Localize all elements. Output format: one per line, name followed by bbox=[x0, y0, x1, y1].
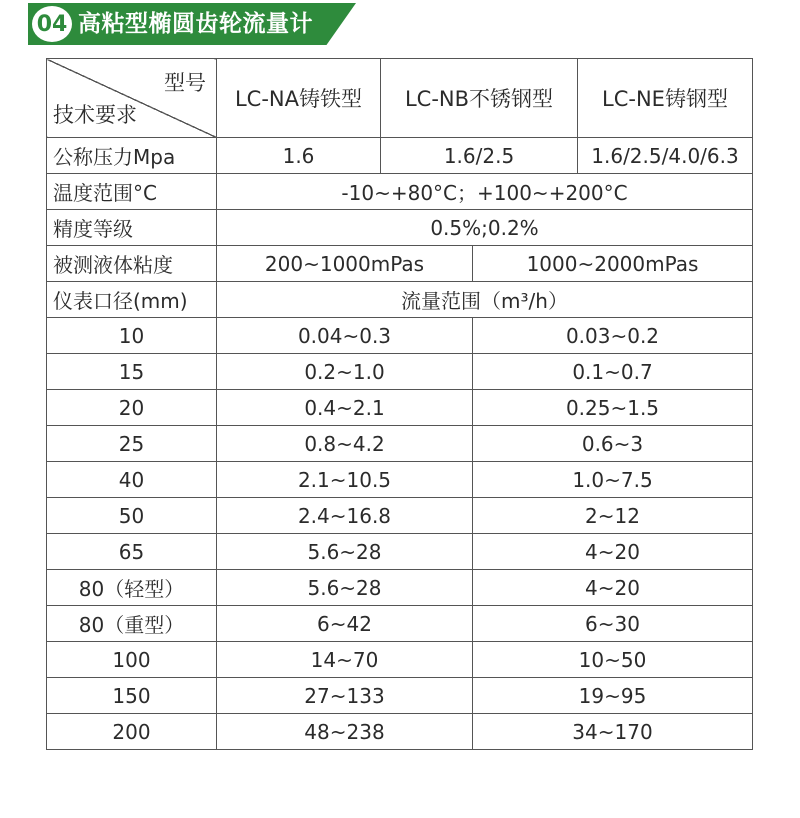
table-row bbox=[47, 498, 753, 534]
section-number-badge: 04 bbox=[32, 6, 72, 42]
size-cell: 20 bbox=[47, 390, 217, 426]
size-cell: 100 bbox=[47, 642, 217, 678]
size-cell: 200 bbox=[47, 714, 217, 750]
flow-high-cell: 4~20 bbox=[473, 534, 753, 570]
flow-low-cell: 5.6~28 bbox=[217, 534, 473, 570]
size-cell: 80（轻型） bbox=[47, 570, 217, 606]
table-row bbox=[47, 678, 753, 714]
flow-low-cell: 27~133 bbox=[217, 678, 473, 714]
flow-low-cell: 5.6~28 bbox=[217, 570, 473, 606]
size-cell: 50 bbox=[47, 498, 217, 534]
flow-range-label: 流量范围（m³/h） bbox=[217, 282, 753, 318]
table-row bbox=[47, 606, 753, 642]
flow-low-cell: 6~42 bbox=[217, 606, 473, 642]
table-row bbox=[47, 318, 753, 354]
viscosity-label: 被测液体粘度 bbox=[47, 246, 217, 282]
flow-low-cell: 2.4~16.8 bbox=[217, 498, 473, 534]
size-cell: 150 bbox=[47, 678, 217, 714]
viscosity-high: 1000~2000mPas bbox=[473, 246, 753, 282]
accuracy-value: 0.5%;0.2% bbox=[217, 210, 753, 246]
flow-low-cell: 0.2~1.0 bbox=[217, 354, 473, 390]
temperature-value: -10~+80°C；+100~+200°C bbox=[217, 174, 753, 210]
flow-high-cell: 4~20 bbox=[473, 570, 753, 606]
viscosity-low: 200~1000mPas bbox=[217, 246, 473, 282]
model-ne: LC-NE铸钢型 bbox=[578, 59, 753, 138]
flow-high-cell: 0.1~0.7 bbox=[473, 354, 753, 390]
flow-high-cell: 0.6~3 bbox=[473, 426, 753, 462]
size-cell: 10 bbox=[47, 318, 217, 354]
flow-low-cell: 2.1~10.5 bbox=[217, 462, 473, 498]
corner-model-label: 型号 bbox=[164, 71, 206, 95]
pressure-nb: 1.6/2.5 bbox=[381, 138, 578, 174]
table-row bbox=[47, 642, 753, 678]
flow-low-cell: 0.8~4.2 bbox=[217, 426, 473, 462]
model-nb: LC-NB不锈钢型 bbox=[381, 59, 578, 138]
size-cell: 40 bbox=[47, 462, 217, 498]
flow-high-cell: 34~170 bbox=[473, 714, 753, 750]
accuracy-row bbox=[47, 210, 753, 246]
flow-high-cell: 0.25~1.5 bbox=[473, 390, 753, 426]
flow-high-cell: 1.0~7.5 bbox=[473, 462, 753, 498]
flow-high-cell: 0.03~0.2 bbox=[473, 318, 753, 354]
size-cell: 15 bbox=[47, 354, 217, 390]
flow-high-cell: 6~30 bbox=[473, 606, 753, 642]
flow-low-cell: 0.4~2.1 bbox=[217, 390, 473, 426]
flow-low-cell: 0.04~0.3 bbox=[217, 318, 473, 354]
table-row bbox=[47, 534, 753, 570]
table-row bbox=[47, 570, 753, 606]
table-header-row bbox=[47, 59, 753, 138]
flow-high-cell: 19~95 bbox=[473, 678, 753, 714]
flow-high-cell: 10~50 bbox=[473, 642, 753, 678]
table-row bbox=[47, 426, 753, 462]
flow-low-cell: 14~70 bbox=[217, 642, 473, 678]
size-cell: 25 bbox=[47, 426, 217, 462]
table-row bbox=[47, 714, 753, 750]
flow-high-cell: 2~12 bbox=[473, 498, 753, 534]
diameter-label: 仪表口径(mm) bbox=[47, 282, 217, 318]
corner-cell bbox=[47, 59, 217, 138]
table-row bbox=[47, 462, 753, 498]
section-title: 高粘型椭圆齿轮流量计 bbox=[78, 11, 313, 37]
flow-low-cell: 48~238 bbox=[217, 714, 473, 750]
corner-spec-label: 技术要求 bbox=[53, 103, 137, 127]
temperature-row bbox=[47, 174, 753, 210]
spec-table bbox=[46, 58, 753, 750]
pressure-na: 1.6 bbox=[217, 138, 381, 174]
pressure-label: 公称压力Mpa bbox=[47, 138, 217, 174]
viscosity-row bbox=[47, 246, 753, 282]
table-row bbox=[47, 354, 753, 390]
table-row bbox=[47, 390, 753, 426]
pressure-ne: 1.6/2.5/4.0/6.3 bbox=[578, 138, 753, 174]
model-na: LC-NA铸铁型 bbox=[217, 59, 381, 138]
accuracy-label: 精度等级 bbox=[47, 210, 217, 246]
pressure-row bbox=[47, 138, 753, 174]
size-cell: 65 bbox=[47, 534, 217, 570]
temperature-label: 温度范围°C bbox=[47, 174, 217, 210]
size-cell: 80（重型） bbox=[47, 606, 217, 642]
diameter-header-row bbox=[47, 282, 753, 318]
